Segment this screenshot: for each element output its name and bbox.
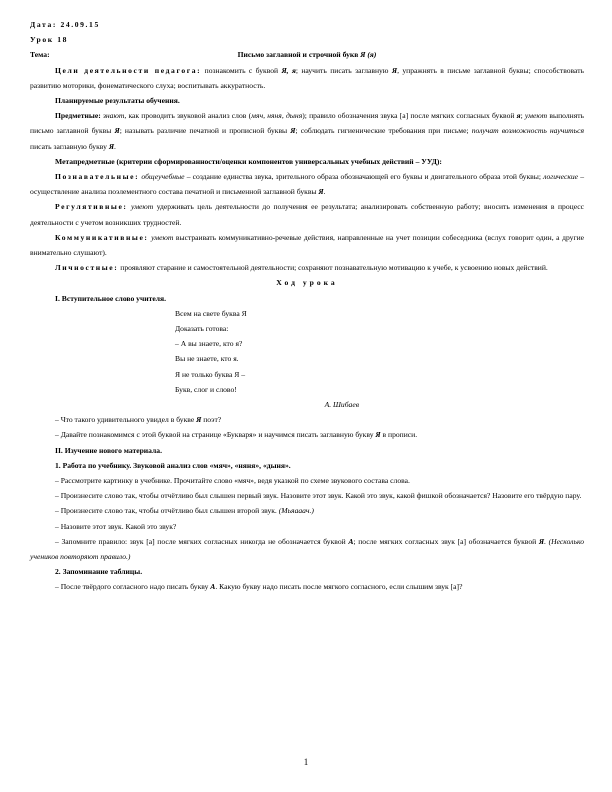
goals-paragraph: Цели деятельности педагога: познакомить с буквой Я, я; научить писать заглавную Я, упражнять в письме заглавной буквы; способствовать развитию моторики, фонематического слуха; воспитывать аккуратность. [30,65,584,90]
part1-heading: I. Вступительное слово учителя. [55,293,166,303]
document-page [30,17,584,595]
instruction-line: – Рассмотрите картинку в учебнике. Прочитайте слово «мяч», ведя указкой по схеме звукового состава слова. [55,475,410,485]
meta-results-paragraph: Метапредметные (критерии сформированности/оценки компонентов универсальных учебных действий – УУД): [55,156,442,166]
topic-title: Письмо заглавной и строчной букв Я (я) [237,50,377,60]
subsection-heading: 2. Запоминание таблицы. [55,567,143,577]
topic-label: Тема: [30,50,50,60]
poem-line: Букв, слог и слово! [175,384,237,394]
communicative-paragraph: Коммуникативные: умеют выстраивать коммуникативно-речевые действия, направленные на учет позиции собеседника (вслух говорит один, а другие внимательно слушают). [30,232,584,258]
instruction-line: – Произнесите слово так, чтобы отчётливо был слышен второй звук. (Мьяааач.) [55,506,314,516]
page-number: 1 [303,757,309,767]
poem-line: Я не только буква Я – [175,369,246,379]
topic-row [30,47,584,62]
regulatory-paragraph: Регулятивные: умеют удерживать цель деятельности до получения ее результата; анализировать собственную работу; вносить изменения в процесс деятельности с учетом возникших трудностей. [30,202,584,227]
results-heading: Планируемые результаты обучения. [55,96,180,105]
poem [30,306,584,397]
communicative-label: Коммуникативные: [55,232,149,242]
lesson-date: Дата: 24.09.15 [30,20,100,29]
regulatory-label: Регулятивные: [55,202,128,212]
cognitive-label: Познавательные: [55,172,140,182]
personal-label: Личностные: [55,263,119,273]
instruction-line: – Произнесите слово так, чтобы отчётливо был слышен первый звук. Назовите этот звук. Какой это звук, какой фишкой обозначается? Назовите его твёрдую пару. [55,491,582,501]
subject-results-paragraph: Предметные: знают, как проводить звуковой анализ слов (мяч, няня, дыня); правило обозначения звука [а] после мягких согласных буквой я; умеют выполнять письмо заглавной буквы Я; называть различие печатной и прописной буквы Я; соблюдать гигиенические требования при письме; получат возможность научиться писать заглавную букву Я. [30,111,585,151]
subject-label: Предметные: [55,111,101,121]
poem-line: Доказать готова: [175,324,229,334]
question-line: – Что такого удивительного увидел в букве Я поэт? [55,415,222,425]
subsection-heading: 1. Работа по учебнику. Звуковой анализ слов «мяч», «няня», «дыня». [55,460,291,470]
instruction-line: – Назовите этот звук. Какой это звук? [55,521,177,531]
goals-label: Цели деятельности педагога: [55,65,202,75]
question-line: – Давайте познакомимся с этой буквой на странице «Букваря» и научимся писать заглавную букву Я в прописи. [55,430,418,440]
poem-line: – А вы знаете, кто я? [175,339,243,349]
cognitive-paragraph: Познавательные: общеучебные – создание единства звука, зрительного образа обозначающей его буквы и двигательного образа этой буквы; логические – осуществление анализа поэлементного состава печатной и письменной заглавной буквы Я. [30,172,584,197]
rule-line: – Запомните правило: звук [а] после мягких согласных никогда не обозначается буквой А; после мягких согласных звук [а] обозначается буквой Я. (Несколько учеников повторяют правило.) [30,536,584,561]
poem-author: А. Шибаев [324,399,359,409]
part2-heading: II. Изучение нового материала. [55,445,162,455]
poem-line: Вы не знаете, кто я. [175,354,239,364]
instruction-line: – После твёрдого согласного надо писать букву А. Какую букву надо писать после мягкого согласного, если слышим звук [а]? [55,582,463,592]
meta-label: Метапредметные [55,156,115,166]
course-title: Ход урока [276,278,338,288]
personal-paragraph: Личностные: проявляют старание и самостоятельной деятельности; сохраняют познавательную мотивацию к учебе, к усвоению новых действий. [55,263,548,273]
poem-line: Всем на свете буква Я [175,308,247,318]
lesson-number: Урок 18 [30,35,69,45]
